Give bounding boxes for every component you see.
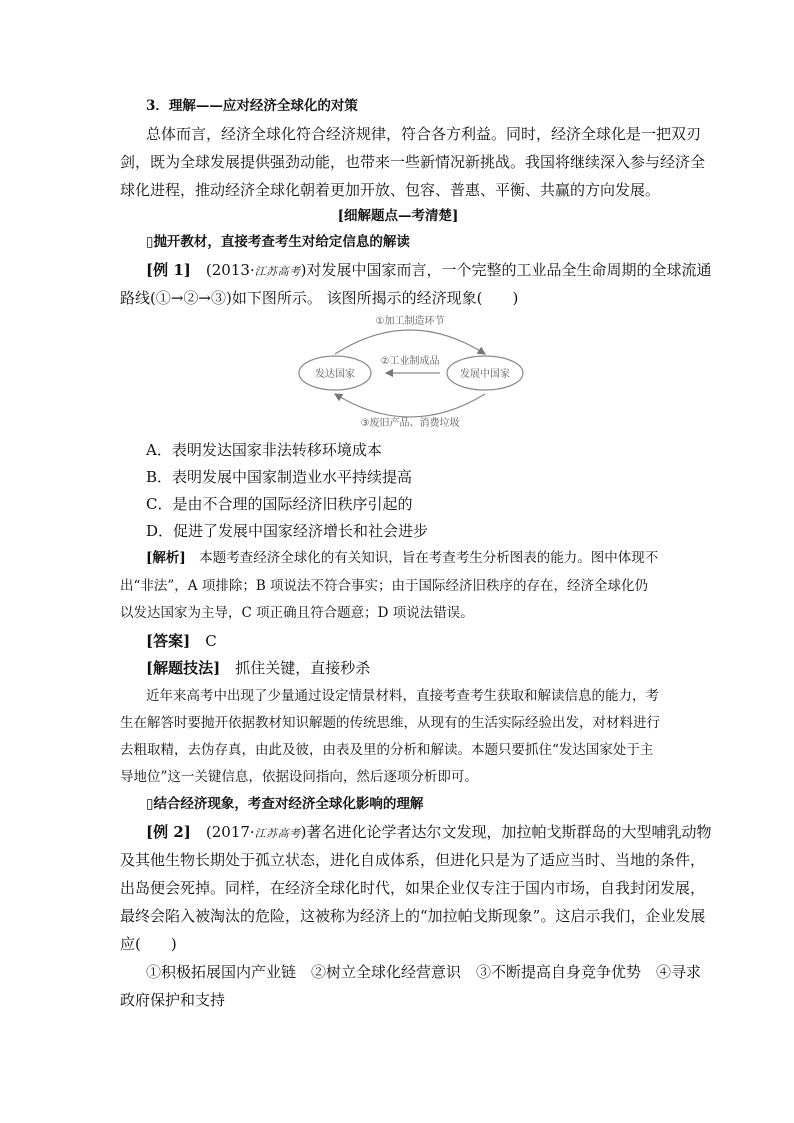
topic-2-bullet-icon: ▯ bbox=[146, 796, 154, 812]
flow-label-2: ②工业制成品 bbox=[380, 356, 440, 367]
topic-1-heading bbox=[146, 232, 676, 252]
skill-line-1: 近年来高考中出现了少量通过设定情景材料，直接考查考生获取和解读信息的能力，考 bbox=[146, 688, 659, 704]
question-2-choices-line-1: ①积极拓展国内产业链 ②树立全球化经营意识 ③不断提高自身竞争优势 ④寻求 bbox=[146, 963, 702, 981]
question-1-option-a: A．表明发达国家非法转移环境成本 bbox=[146, 441, 382, 459]
developing-country-label: 发展中国家 bbox=[460, 369, 510, 380]
question-2-line-2: 及其他生物长期处于孤立状态，进化自成体系，但进化只是为了适应当时、当地的条件， bbox=[120, 851, 706, 869]
question-2-line-4: 最终会陷入被淘汰的危险，这被称为经济上的“加拉帕戈斯现象”。这启示我们，企业发展 bbox=[120, 907, 706, 925]
flow-label-3: ③废旧产品、消费垃圾 bbox=[360, 418, 460, 429]
flow-arrow-3 bbox=[335, 394, 485, 417]
topic-1-label: 抛开教材，直接考查考生对给定信息的解读 bbox=[153, 234, 410, 250]
topic-1-bullet-icon: ▯ bbox=[146, 234, 154, 250]
question-2-line-5: 应( ) bbox=[120, 935, 177, 953]
skill-heading bbox=[146, 658, 676, 678]
section-paragraph-line: 总体而言，经济全球化符合经济规律，符合各方利益。同时，经济全球化是一把双刃 bbox=[146, 125, 702, 143]
question-2-tag: [例 2] bbox=[146, 823, 191, 841]
question-1-line-2: 路线(①→②→③)如下图所示。 该图所揭示的经济现象( ) bbox=[120, 289, 519, 307]
flow-diagram bbox=[290, 312, 530, 430]
question-1-answer bbox=[146, 631, 676, 651]
question-2-line-3: 出岛便会死掉。同样，在经济全球化时代，如果企业仅专注于国内市场，自我封闭发展， bbox=[120, 879, 706, 897]
answer-value: C bbox=[205, 632, 217, 650]
skill-tag: [解题技法] bbox=[146, 659, 221, 677]
question-1-tag: [例 1] bbox=[146, 261, 191, 279]
question-1-source: 江苏高考 bbox=[254, 265, 301, 278]
flow-arrow-1 bbox=[335, 330, 485, 354]
section-paragraph-line: 球化进程，推动经济全球化朝着更加开放、包容、普惠、平衡、共赢的方向发展。 bbox=[120, 181, 661, 199]
skill-line-3: 去粗取精，去伪存真，由此及彼，由表及里的分析和解读。本题只要抓住“发达国家处于主 bbox=[120, 742, 654, 758]
developed-country-label: 发达国家 bbox=[315, 369, 355, 380]
question-2-line-1 bbox=[146, 822, 712, 844]
section-center-title: [细解题点—考清楚] bbox=[337, 208, 459, 224]
question-1-year: (2013· bbox=[205, 261, 255, 279]
question-1-line-1 bbox=[146, 260, 712, 282]
question-1-analysis-line-3: 以发达国家为主导，C 项正确且符合题意；D 项说法错误。 bbox=[120, 605, 474, 621]
question-1-option-d: D．促进了发展中国家经济增长和社会进步 bbox=[146, 522, 429, 540]
skill-line-2: 生在解答时要抛开依据教材知识解题的传统思维，从现有的生活实际经验出发，对材料进行 bbox=[120, 715, 660, 731]
question-2-year: (2017· bbox=[205, 823, 255, 841]
answer-tag: [答案] bbox=[146, 632, 191, 650]
flow-diagram-svg bbox=[290, 312, 530, 430]
question-1-option-c: C．是由不合理的国际经济旧秩序引起的 bbox=[146, 495, 413, 513]
question-1-analysis-line-2: 出“非法”，A 项排除；B 项说法不符合事实；由于国际经济旧秩序的存在，经济全球化仍 bbox=[120, 578, 649, 594]
flow-label-1: ①加工制造环节 bbox=[375, 316, 445, 327]
section-paragraph-line: 剑，既为全球发展提供强劲动能，也带来一些新情况新挑战。我国将继续深入参与经济全 bbox=[120, 153, 706, 171]
question-1-stem: )对发展中国家而言，一个完整的工业品全生命周期的全球流通 bbox=[300, 261, 712, 279]
topic-2-heading bbox=[146, 794, 676, 814]
skill-title: 抓住关键，直接秒杀 bbox=[235, 659, 371, 677]
section-heading: 3．理解——应对经济全球化的对策 bbox=[146, 98, 358, 114]
question-1-option-b: B．表明发展中国家制造业水平持续提高 bbox=[146, 468, 413, 486]
skill-line-4: 导地位”这一关键信息，依据设问指向，然后逐项分析即可。 bbox=[120, 769, 478, 785]
analysis-tag: [解析] bbox=[146, 550, 186, 566]
question-2-source: 江苏高考 bbox=[254, 827, 301, 840]
question-2-stem: )著名进化论学者达尔文发现，加拉帕戈斯群岛的大型哺乳动物 bbox=[300, 823, 712, 841]
question-2-choices-line-2: 政府保护和支持 bbox=[120, 991, 226, 1009]
question-1-analysis-line-1 bbox=[146, 548, 676, 568]
analysis-text: 本题考查经济全球化的有关知识，旨在考查考生分析图表的能力。图中体现不 bbox=[199, 550, 659, 566]
topic-2-label: 结合经济现象，考查对经济全球化影响的理解 bbox=[153, 796, 424, 812]
